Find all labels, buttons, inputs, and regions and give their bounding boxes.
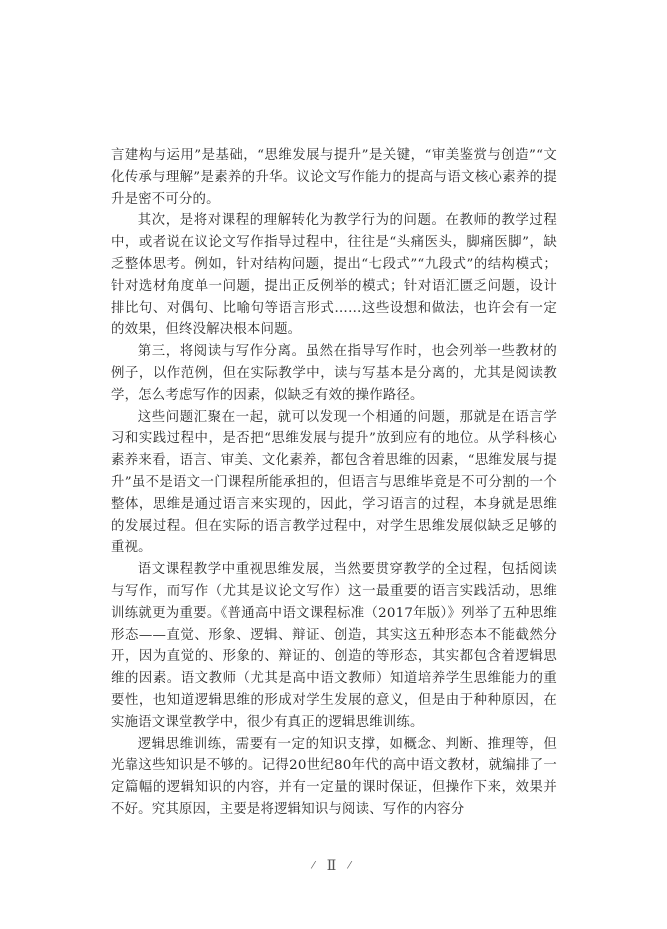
footer-ornament-right: ⁄ xyxy=(348,860,355,872)
footer-ornament-left: ⁄ xyxy=(312,860,319,872)
paragraph: 这些问题汇聚在一起，就可以发现一个相通的问题，那就是在语言学习和实践过程中，是否把“思维发展与提升”放到应有的地位。从学科核心素养来看，语言、审美、文化素养，都包含着思维的因素，“思维发展与提升”虽不是语文一门课程所能承担的，但语言与思维毕竟是不可分割的一个整体，思维是通过语言来实现的，因此，学习语言的过程，本身就是思维的发展过程。但在实际的语言教学过程中，对学生思维发展似缺乏足够的重视。 xyxy=(111,409,557,556)
body-text xyxy=(111,145,557,821)
paragraph-continuation: 言建构与运用”是基础，“思维发展与提升”是关键，“审美鉴赏与创造”“文化传承与理解”是素养的升华。议论文写作能力的提高与语文核心素养的提升是密不可分的。 xyxy=(111,148,557,207)
paragraph: 语文课程教学中重视思维发展，当然要贯穿教学的全过程，包括阅读与写作，而写作（尤其是议论文写作）这一最重要的语言实践活动，思维训练就更为重要。《普通高中语文课程标准（2017年版）》列举了五种思维形态——直觉、形象、逻辑、辩证、创造，其实这五种形态本不能截然分开，因为直觉的、形象的、辩证的、创造的等形态，其实都包含着逻辑思维的因素。语文教师（尤其是高中语文教师）知道培养学生思维能力的重要性，也知道逻辑思维的形成对学生发展的意义，但是由于种种原因，在实施语文课堂教学中，很少有真正的逻辑思维训练。 xyxy=(111,562,557,730)
paragraph: 其次，是将对课程的理解转化为教学行为的问题。在教师的教学过程中，或者说在议论文写作指导过程中，往往是“头痛医头，脚痛医脚”，缺乏整体思考。例如，针对结构问题，提出“七段式”“九段式”的结构模式；针对选材角度单一问题，提出正反例举的模式；针对语汇匮乏问题，设计排比句、对偶句、比喻句等语言形式……这些设想和做法，也许会有一定的效果，但终没解决根本问题。 xyxy=(111,213,557,338)
page-number: Ⅱ xyxy=(326,858,341,874)
paragraph: 逻辑思维训练，需要有一定的知识支撑，如概念、判断、推理等，但光靠这些知识是不够的。记得20世纪80年代的高中语文教材，就编排了一定篇幅的逻辑知识的内容，并有一定量的课时保证，但操作下来，效果并不好。究其原因，主要是将逻辑知识与阅读、写作的内容分 xyxy=(111,736,557,817)
page-footer xyxy=(0,858,667,874)
paragraph: 第三，将阅读与写作分离。虽然在指导写作时，也会列举一些教材的例子，以作范例，但在实际教学中，读与写基本是分离的，尤其是阅读教学，怎么考虑写作的因素，似缺乏有效的操作路径。 xyxy=(111,344,557,403)
